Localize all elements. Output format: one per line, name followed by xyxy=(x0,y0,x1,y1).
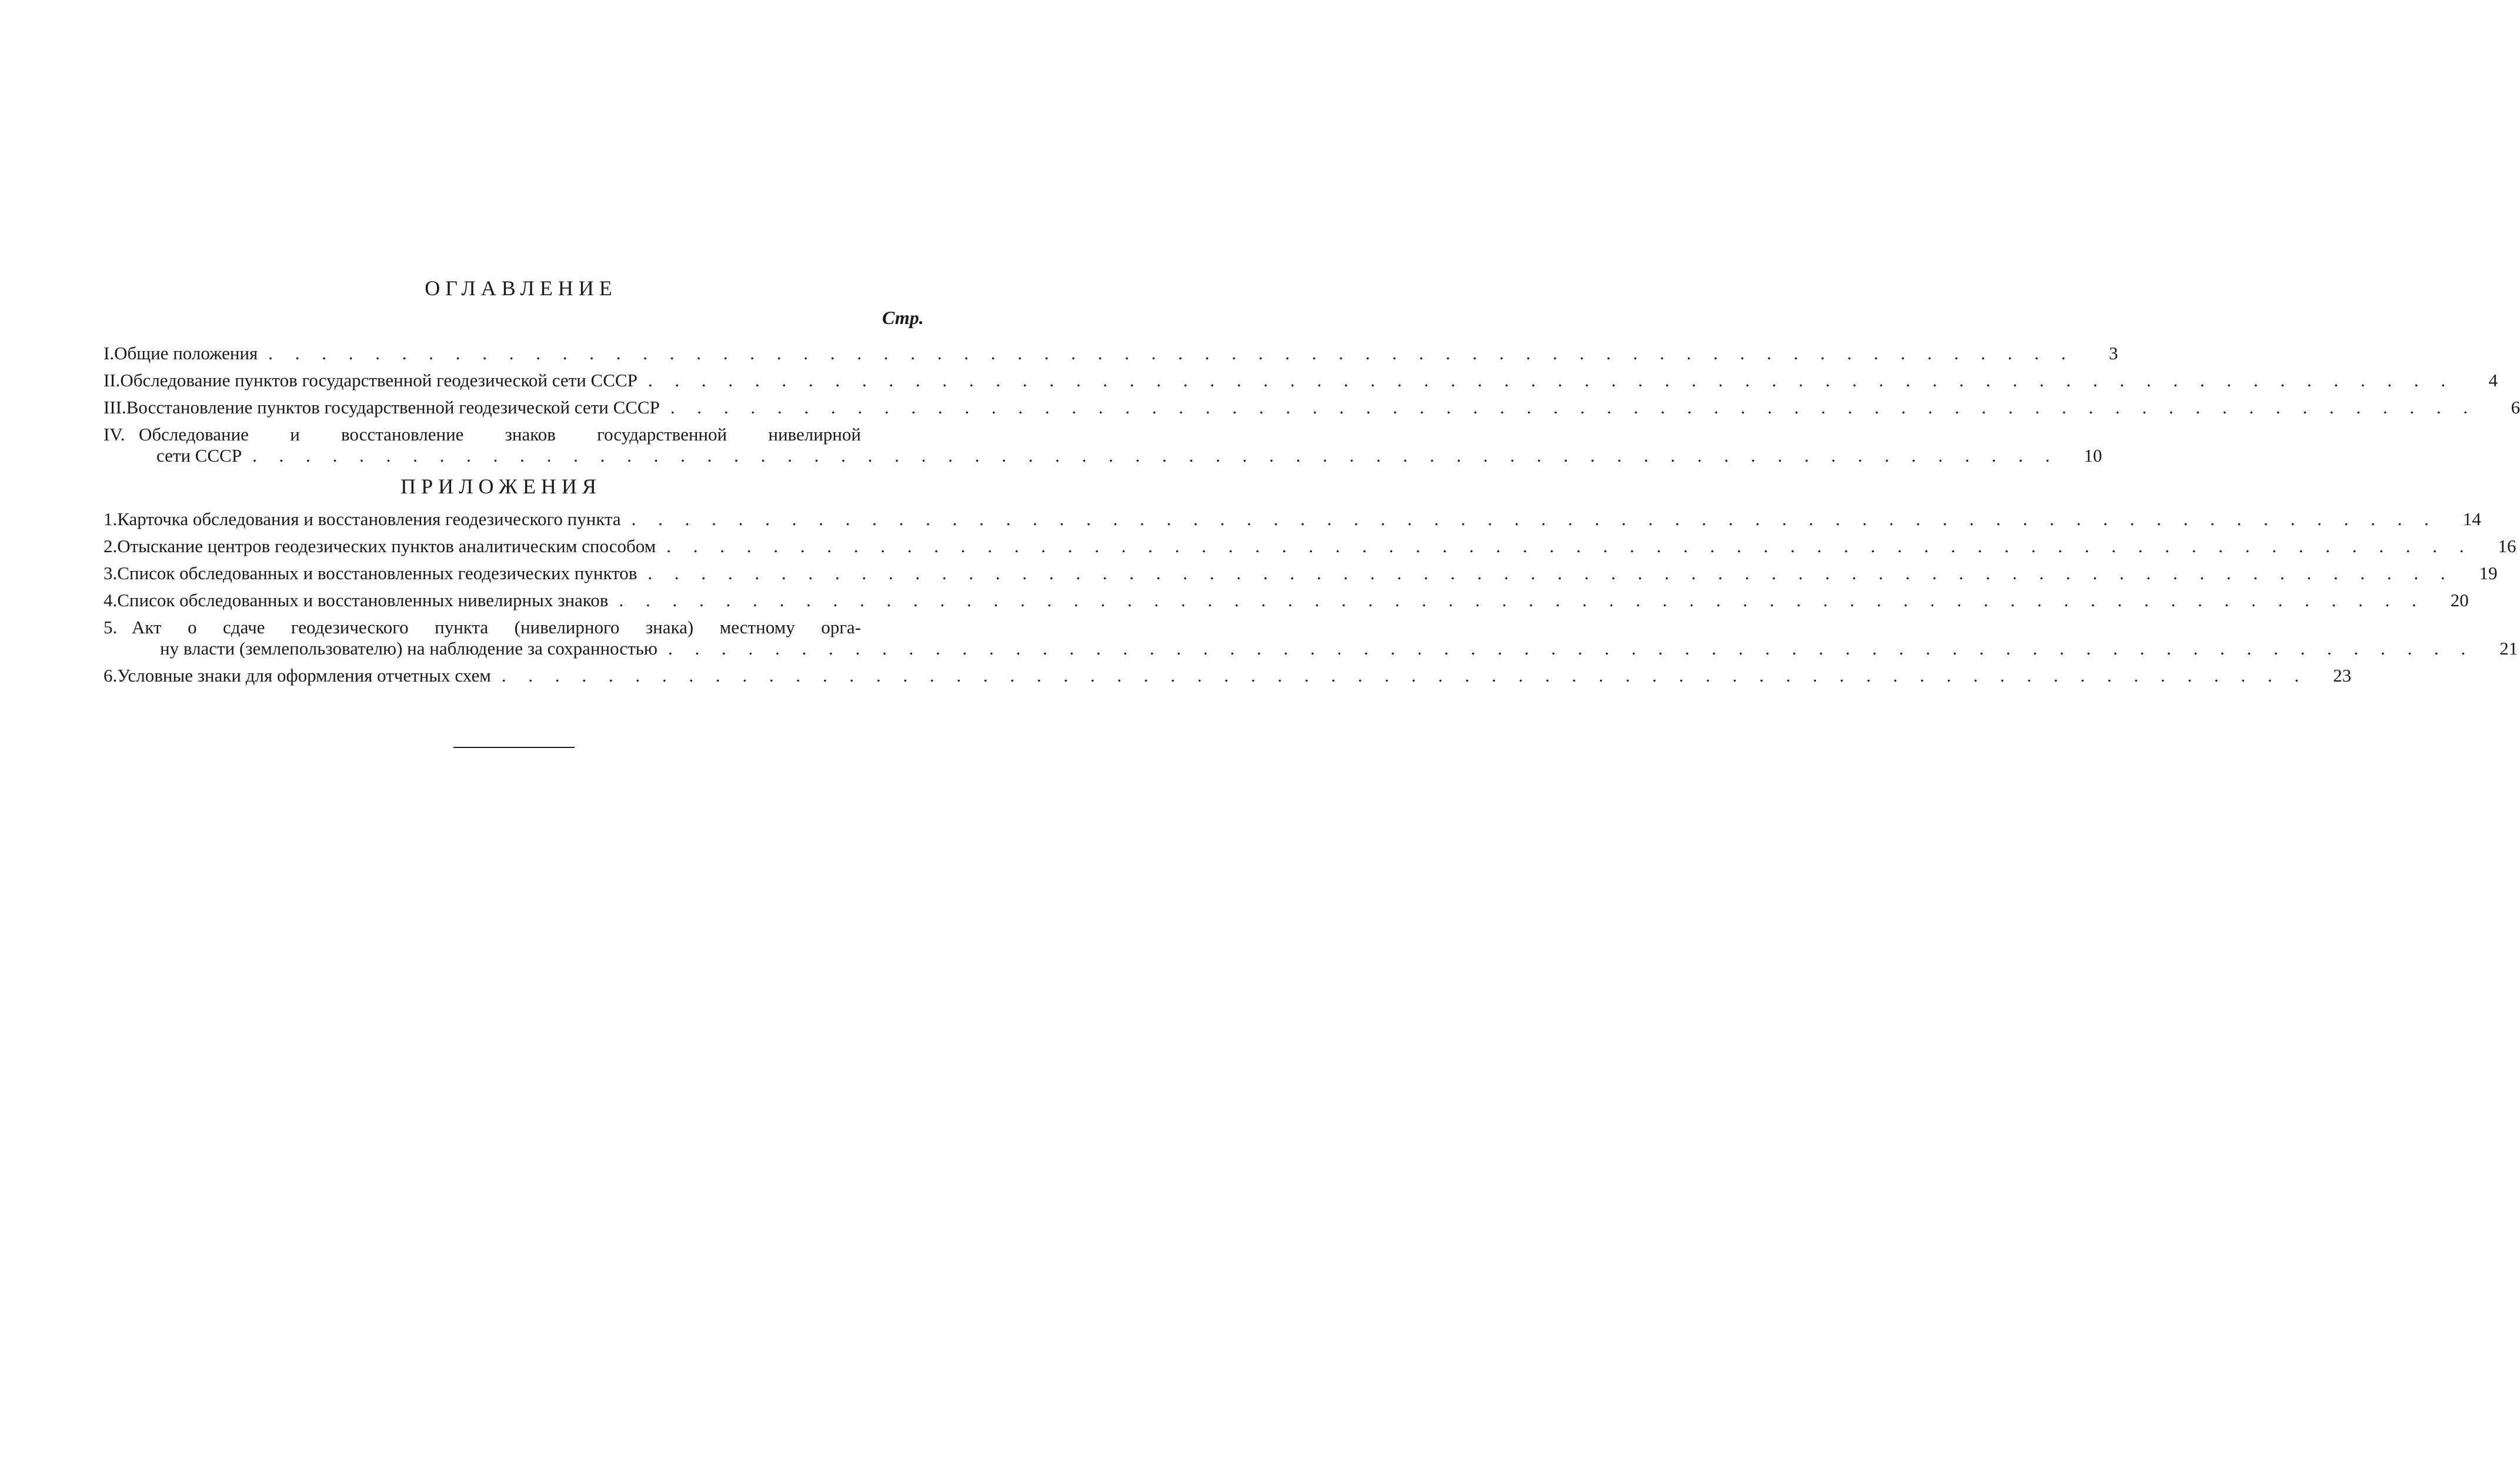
dot-leader xyxy=(668,635,2474,662)
toc-entry-title: Общие положения xyxy=(114,343,258,363)
closing-rule xyxy=(453,747,575,748)
dot-leader xyxy=(502,662,2308,689)
appendices-title: ПРИЛОЖЕНИЯ xyxy=(400,475,602,498)
toc-entry xyxy=(104,340,2118,367)
toc-entry-page: 23 xyxy=(2333,665,2352,686)
toc-entry xyxy=(104,587,2469,614)
toc-entry-number: 4. xyxy=(104,590,118,610)
toc-entry-page: 4 xyxy=(2488,370,2498,390)
toc-entry-title: Список обследованных и восстановленных нивелирных знаков xyxy=(117,590,609,610)
toc-entry-title-continued: ну власти (землепользователю) на наблюдение за сохранностью xyxy=(160,638,657,659)
dot-leader xyxy=(666,533,2472,560)
toc-entry xyxy=(104,533,2516,560)
toc-entry-number: 2. xyxy=(104,536,118,556)
toc-entry-title: Восстановление пунктов государственной геодезической сети СССР xyxy=(126,397,660,418)
toc-appendices xyxy=(104,506,2518,689)
toc-entry-title: Условные знаки для оформления отчетных схем xyxy=(117,665,491,686)
toc-entry-number: 1. xyxy=(104,509,118,529)
dot-leader xyxy=(619,587,2425,614)
toc-entry-page: 21 xyxy=(2499,638,2518,659)
toc-entry-number: IV. xyxy=(104,424,125,445)
toc-entry-page: 3 xyxy=(2109,343,2118,363)
dot-leader xyxy=(632,506,2438,533)
toc-entry xyxy=(104,614,2518,662)
toc-entry-number: 3. xyxy=(104,563,118,583)
toc-entry xyxy=(104,394,2520,421)
toc-entry xyxy=(104,506,2481,533)
dot-leader xyxy=(268,340,2074,367)
page-column-header: Стр. xyxy=(882,307,924,328)
toc-entry-page: 20 xyxy=(2450,590,2469,610)
toc-entry-number: 5. xyxy=(104,617,118,637)
toc-entry xyxy=(104,560,2498,587)
toc-entry-page: 14 xyxy=(2462,509,2481,529)
toc-entry xyxy=(104,421,2102,469)
dot-leader xyxy=(670,394,2476,421)
toc-entry-page: 6 xyxy=(2511,397,2520,418)
toc-entry-title: Обследование и восстановление знаков государственной нивелирной xyxy=(139,424,861,445)
toc-entry-title: Карточка обследования и восстановления геодезического пункта xyxy=(117,509,621,529)
toc-entry-number: III. xyxy=(104,397,126,418)
toc-entry-number: 6. xyxy=(104,665,118,686)
toc-entry-title: Обследование пунктов государственной геодезической сети СССР xyxy=(120,370,637,390)
toc-sections xyxy=(104,340,2520,469)
toc-entry-page: 19 xyxy=(2479,563,2498,583)
toc-entry-title: Отыскание центров геодезических пунктов аналитическим способом xyxy=(117,536,656,556)
page-title: ОГЛАВЛЕНИЕ xyxy=(425,276,618,300)
dot-leader xyxy=(252,442,2058,469)
toc-entry-title: Акт о сдаче геодезического пункта (нивелирного знака) местному орга- xyxy=(132,617,861,637)
toc-entry-title-continued: сети СССР xyxy=(156,445,242,466)
toc-entry xyxy=(104,662,2352,689)
toc-entry xyxy=(104,367,2498,394)
toc-entry-page: 16 xyxy=(2498,536,2516,556)
toc-entry-number: II. xyxy=(104,370,121,390)
toc-entry-page: 10 xyxy=(2084,445,2102,466)
dot-leader xyxy=(647,560,2454,587)
dot-leader xyxy=(648,367,2454,394)
toc-entry-number: I. xyxy=(104,343,115,363)
toc-entry-title: Список обследованных и восстановленных геодезических пунктов xyxy=(117,563,637,583)
